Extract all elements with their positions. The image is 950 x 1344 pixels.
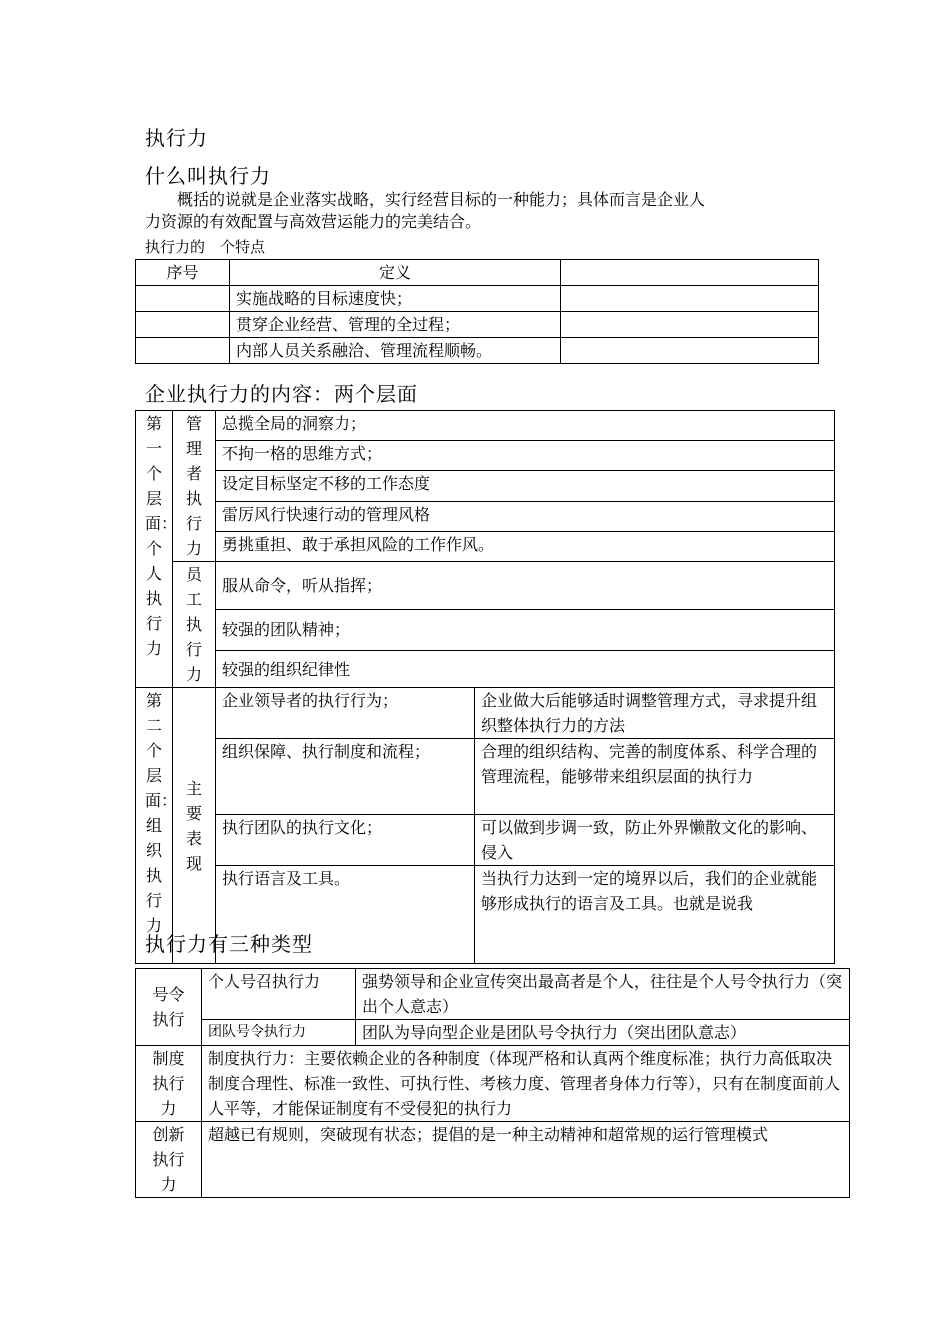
- manager-item: 设定目标坚定不移的工作态度: [216, 471, 835, 501]
- features-title: 执行力的 个特点: [145, 238, 266, 256]
- staff-item: 较强的组织纪律性: [216, 651, 835, 688]
- staff-item: 较强的团队精神；: [216, 609, 835, 651]
- level1-label: 第一个层面：个人执行力: [136, 411, 173, 688]
- extra-cell: [561, 286, 819, 312]
- intro-line: 概括的说就是企业落实战略，实行经营目标的一种能力；具体而言是企业人: [177, 190, 706, 209]
- org-desc: 合理的组织结构、完善的制度体系、科学合理的管理流程，能够带来组织层面的执行力: [475, 739, 835, 815]
- personal-label: 个人号召执行力: [202, 969, 356, 1020]
- system-desc: 制度执行力：主要依赖企业的各种制度（体现严格和认真两个维度标准；执行力高低取决制度合理性、标准一致性、可执行性、考核力度、管理者身体力行等），只有在制度面前人人平等，才能保证制度有不受侵犯的执行力: [202, 1046, 850, 1122]
- team-desc: 团队为导向型企业是团队号令执行力（突出团队意志）: [356, 1020, 850, 1046]
- innovation-label: 创新执行力: [136, 1122, 202, 1198]
- staff-item: 服从命令，听从指挥；: [216, 562, 835, 610]
- org-item: 执行语言及工具。: [216, 866, 475, 964]
- intro-line: 力资源的有效配置与高效营运能力的完美结合。: [145, 212, 482, 231]
- levels-table: [135, 410, 835, 964]
- index-cell: [136, 286, 230, 312]
- manager-item: 雷厉风行快速行动的管理风格: [216, 501, 835, 531]
- manager-item: 勇挑重担、敢于承担风险的工作作风。: [216, 531, 835, 561]
- innovation-desc: 超越已有规则，突破现有状态；提倡的是一种主动精神和超常规的运行管理模式: [202, 1122, 850, 1198]
- column-header: 定义: [230, 260, 561, 286]
- manager-item: 不拘一格的思维方式；: [216, 441, 835, 471]
- org-desc: 可以做到步调一致，防止外界懒散文化的影响、侵入: [475, 815, 835, 866]
- org-desc: 企业做大后能够适时调整管理方式，寻求提升组织整体执行力的方法: [475, 688, 835, 739]
- org-desc: 当执行力达到一定的境界以后，我们的企业就能够形成执行的语言及工具。也就是说我: [475, 866, 835, 964]
- command-label: 号令执行: [136, 969, 202, 1046]
- org-item: 企业领导者的执行行为；: [216, 688, 475, 739]
- page-title: 执行力: [145, 126, 208, 150]
- team-label: 团队号令执行力: [202, 1020, 356, 1046]
- index-cell: [136, 338, 230, 364]
- extra-cell: [561, 312, 819, 338]
- personal-desc: 强势领导和企业宣传突出最高者是个人，往往是个人号令执行力（突出个人意志）: [356, 969, 850, 1020]
- intro-paragraph: [145, 189, 825, 233]
- manager-item: 总揽全局的洞察力；: [216, 411, 835, 441]
- definition-cell: 实施战略的目标速度快；: [230, 286, 561, 312]
- index-cell: [136, 312, 230, 338]
- org-item: 组织保障、执行制度和流程；: [216, 739, 475, 815]
- section-title-content: 企业执行力的内容：两个层面: [145, 382, 418, 406]
- column-header-empty: [561, 260, 819, 286]
- table-header-row: [136, 260, 819, 286]
- features-table: [135, 259, 819, 364]
- system-label: 制度执行力: [136, 1046, 202, 1122]
- table-row: [136, 338, 819, 364]
- section-title-types: 执行力有三种类型: [145, 932, 313, 956]
- column-header: 序号: [136, 260, 230, 286]
- staff-label: 员工执行力: [173, 562, 216, 688]
- level2-label: 第二个层面：组织执行力: [136, 688, 173, 964]
- extra-cell: [561, 338, 819, 364]
- main-label: 主要表现: [173, 688, 216, 964]
- table-row: [136, 312, 819, 338]
- org-item: 执行团队的执行文化；: [216, 815, 475, 866]
- types-table: [135, 968, 850, 1198]
- definition-cell: 贯穿企业经营、管理的全过程；: [230, 312, 561, 338]
- section-title-definition: 什么叫执行力: [145, 164, 271, 188]
- table-row: [136, 286, 819, 312]
- definition-cell: 内部人员关系融洽、管理流程顺畅。: [230, 338, 561, 364]
- manager-label: 管理者执行力: [173, 411, 216, 562]
